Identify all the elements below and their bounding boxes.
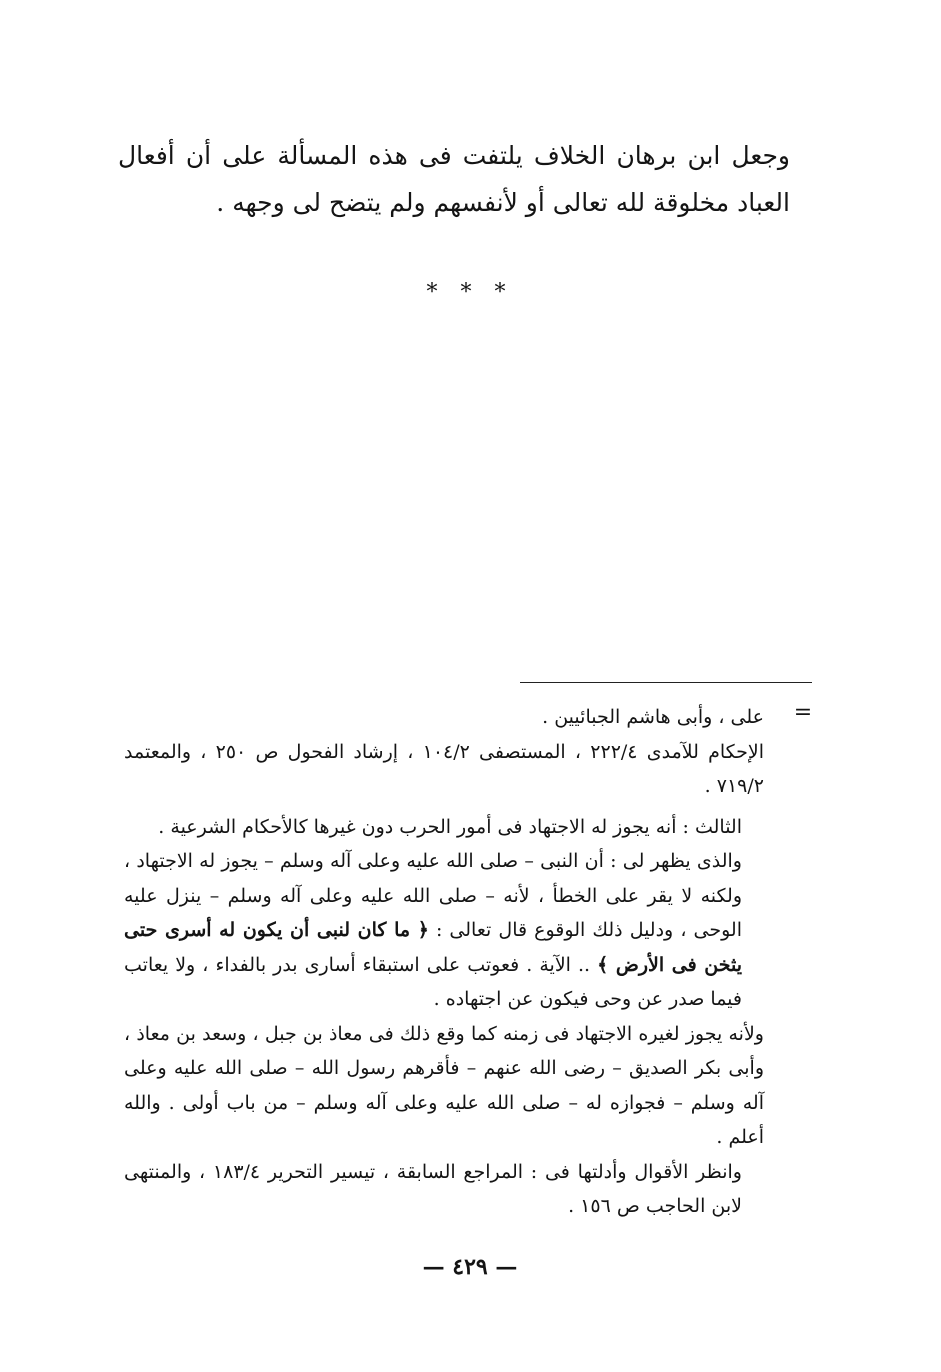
section-separator: * * *: [426, 280, 514, 305]
footnotes-block: [124, 700, 764, 1224]
quran-verse: ﴿ ما كان لنبى أن يكون له أسرى حتى يثخن فى الأرض ﴾: [124, 919, 743, 976]
main-text-block: [118, 132, 790, 226]
footnote-text: .. الآية . فعوتب على استبقاء أسارى بدر بالفداء ، ولا يعاتب فيما صدر عن وحى فيكون عن اجتهاده .: [124, 953, 742, 1010]
footnote-line: وانظر الأقوال وأدلتها فى : المراجع السابقة ، تيسير التحرير ١٨٣/٤ ، والمنتهى لابن الحاجب ص ١٥٦ .: [124, 1160, 742, 1217]
footnote-line: الإحكام للآمدى ٢٢٢/٤ ، المستصفى ١٠٤/٢ ، إرشاد الفحول ص ٢٥٠ ، والمعتمد ٧١٩/٢ .: [124, 740, 764, 797]
footnote-text: والذى يظهر لى : أن النبى – صلى الله عليه وعلى آله وسلم – يجوز له الاجتهاد ، ولكنه لا يقر على الخطأ ، لأنه – صلى الله عليه وعلى آله وسلم – ينزل عليه الوحى ، ودليل ذلك الوقوع قال تعالى :: [124, 850, 742, 941]
footnote-paragraph: [124, 844, 764, 1017]
footnote-line: ولأنه يجوز لغيره الاجتهاد فى زمنه كما وقع ذلك فى معاذ بن جبل ، وسعد بن معاذ ، وأبى بكر الصديق – رضى الله عنهم – فأقرهم رسول الله – صلى الله عليه وعلى آله وسلم – فجوازه له – صلى الله عليه وعلى آله وسلم – من باب أولى . والله أعلم .: [124, 1022, 764, 1148]
footnote-divider: [520, 682, 812, 683]
page-number: — ٤٢٩ —: [422, 1254, 518, 1280]
main-paragraph: وجعل ابن برهان الخلاف يلتفت فى هذه المسألة على أن أفعال العباد مخلوقة لله تعالى أو لأنفسهم ولم يتضح لى وجهه .: [118, 141, 790, 217]
footnote-continuation-marker: =: [793, 700, 813, 725]
footnote-line: على ، وأبى هاشم الجبائيين .: [542, 706, 764, 728]
footnote-line: الثالث : أنه يجوز له الاجتهاد فى أمور الحرب دون غيرها كالأحكام الشرعية .: [158, 815, 742, 838]
